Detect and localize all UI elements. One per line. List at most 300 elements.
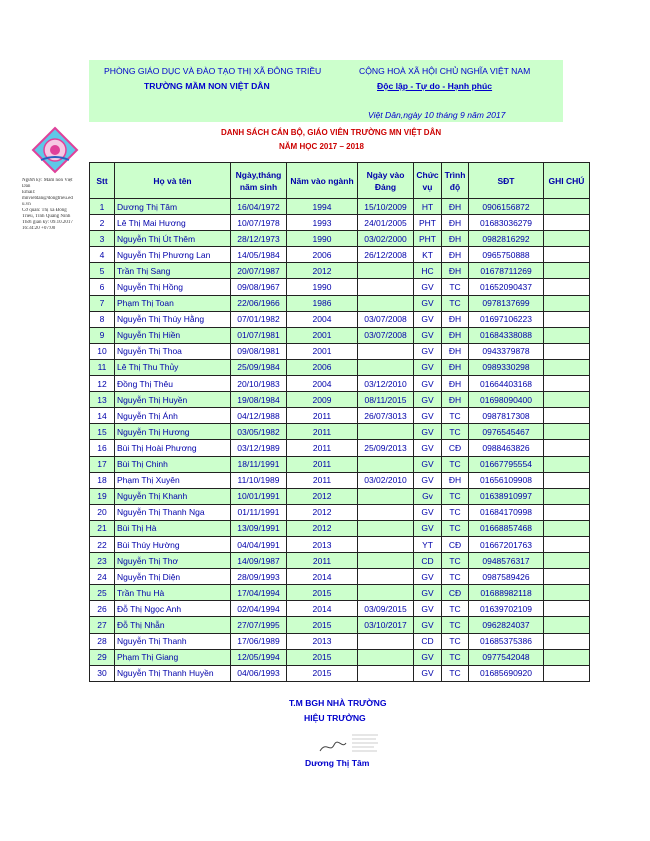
column-header-start-year: Năm vào ngành: [287, 163, 358, 199]
table-row: [90, 343, 590, 359]
table-cell: [544, 247, 590, 263]
table-cell: 17: [90, 456, 115, 472]
table-cell: 01668857468: [469, 520, 544, 536]
school-year: NĂM HỌC 2017 – 2018: [279, 142, 364, 151]
table-cell: 09/08/1981: [231, 343, 287, 359]
table-cell: [544, 633, 590, 649]
table-cell: 13/09/1991: [231, 520, 287, 536]
table-cell: [358, 424, 414, 440]
table-cell: 2011: [287, 472, 358, 488]
table-cell: 04/12/1988: [231, 408, 287, 424]
table-header-row: [90, 163, 590, 199]
table-cell: 01683036279: [469, 215, 544, 231]
table-cell: CĐ: [442, 536, 469, 552]
table-cell: ĐH: [442, 231, 469, 247]
table-cell: ĐH: [442, 343, 469, 359]
national-motto: Độc lập - Tự do - Hạnh phúc: [377, 81, 493, 91]
document-title: DANH SÁCH CÁN BỘ, GIÁO VIÊN TRƯỜNG MN VIỆT DÂN: [221, 128, 442, 137]
table-row: [90, 359, 590, 375]
table-cell: 23: [90, 553, 115, 569]
table-row: [90, 199, 590, 215]
table-cell: TC: [442, 601, 469, 617]
table-cell: 17/06/1989: [231, 633, 287, 649]
table-cell: 10/07/1978: [231, 215, 287, 231]
table-row: [90, 376, 590, 392]
column-header-position: Chức vụ: [414, 163, 442, 199]
table-cell: 01685690920: [469, 665, 544, 681]
table-cell: HC: [414, 263, 442, 279]
table-cell: 16: [90, 440, 115, 456]
table-cell: GV: [414, 392, 442, 408]
table-cell: 2015: [287, 649, 358, 665]
table-cell: 2009: [287, 392, 358, 408]
table-cell: 2011: [287, 408, 358, 424]
table-cell: 8: [90, 311, 115, 327]
table-cell: 6: [90, 279, 115, 295]
table-cell: 0965750888: [469, 247, 544, 263]
column-header-degree: Trình độ: [442, 163, 469, 199]
signature-role: HIỆU TRƯỞNG: [304, 713, 366, 723]
table-cell: 2015: [287, 665, 358, 681]
table-cell: 03/12/2010: [358, 376, 414, 392]
table-cell: TC: [442, 279, 469, 295]
table-row: [90, 617, 590, 633]
table-cell: TC: [442, 504, 469, 520]
table-cell: GV: [414, 649, 442, 665]
table-cell: [358, 279, 414, 295]
school-name: TRƯỜNG MẦM NON VIỆT DÂN: [144, 81, 270, 91]
table-row: [90, 472, 590, 488]
table-cell: 02/04/1994: [231, 601, 287, 617]
table-cell: 9: [90, 327, 115, 343]
table-cell: CĐ: [442, 585, 469, 601]
table-cell: 22: [90, 536, 115, 552]
table-cell: TC: [442, 424, 469, 440]
table-cell: [544, 504, 590, 520]
table-cell: [544, 392, 590, 408]
table-cell: [544, 424, 590, 440]
table-cell: 2015: [287, 617, 358, 633]
table-row: [90, 279, 590, 295]
table-cell: 2011: [287, 440, 358, 456]
table-cell: GV: [414, 601, 442, 617]
table-cell: GV: [414, 617, 442, 633]
table-cell: Nguyễn Thị Diện: [115, 569, 231, 585]
table-row: [90, 536, 590, 552]
table-cell: [358, 553, 414, 569]
table-cell: [544, 327, 590, 343]
table-cell: 04/04/1991: [231, 536, 287, 552]
table-cell: 25: [90, 585, 115, 601]
table-cell: 18: [90, 472, 115, 488]
table-cell: [358, 504, 414, 520]
table-cell: 07/01/1982: [231, 311, 287, 327]
table-cell: 1990: [287, 231, 358, 247]
table-cell: PHT: [414, 215, 442, 231]
table-cell: 2006: [287, 359, 358, 375]
table-cell: 19: [90, 488, 115, 504]
table-cell: 25/09/1984: [231, 359, 287, 375]
table-cell: GV: [414, 665, 442, 681]
school-logo-icon: [31, 126, 79, 174]
table-cell: GV: [414, 440, 442, 456]
table-cell: 09/08/1967: [231, 279, 287, 295]
table-cell: TC: [442, 617, 469, 633]
table-row: [90, 247, 590, 263]
table-cell: [358, 263, 414, 279]
table-cell: [544, 553, 590, 569]
table-cell: 01667795554: [469, 456, 544, 472]
table-cell: GV: [414, 327, 442, 343]
table-cell: 03/09/2015: [358, 601, 414, 617]
table-cell: 14/05/1984: [231, 247, 287, 263]
table-cell: 01688982118: [469, 585, 544, 601]
table-cell: 11: [90, 359, 115, 375]
table-cell: Nguyễn Thị Huyền: [115, 392, 231, 408]
table-cell: ĐH: [442, 327, 469, 343]
table-cell: TC: [442, 633, 469, 649]
table-cell: 2014: [287, 601, 358, 617]
table-cell: 0978137699: [469, 295, 544, 311]
table-cell: Nguyễn Thị Thanh Nga: [115, 504, 231, 520]
table-cell: GV: [414, 376, 442, 392]
table-cell: ĐH: [442, 311, 469, 327]
table-cell: GV: [414, 408, 442, 424]
table-cell: 2: [90, 215, 115, 231]
digital-signature-icon: [318, 731, 382, 757]
table-cell: CĐ: [442, 440, 469, 456]
table-cell: 03/02/2000: [358, 231, 414, 247]
table-cell: 01667201763: [469, 536, 544, 552]
table-cell: GV: [414, 279, 442, 295]
table-cell: 11/10/1989: [231, 472, 287, 488]
table-cell: 04/06/1993: [231, 665, 287, 681]
table-cell: [358, 665, 414, 681]
table-row: [90, 569, 590, 585]
table-cell: 01638910997: [469, 488, 544, 504]
table-cell: 30: [90, 665, 115, 681]
table-cell: [544, 569, 590, 585]
table-cell: [544, 665, 590, 681]
table-cell: Nguyễn Thị Thơ: [115, 553, 231, 569]
table-row: [90, 327, 590, 343]
principal-name: Dương Thị Tâm: [305, 758, 370, 768]
table-cell: 08/11/2015: [358, 392, 414, 408]
table-cell: 29: [90, 649, 115, 665]
table-cell: GV: [414, 456, 442, 472]
table-cell: 12: [90, 376, 115, 392]
table-cell: 20: [90, 504, 115, 520]
table-cell: TC: [442, 488, 469, 504]
table-cell: 25/09/2013: [358, 440, 414, 456]
table-cell: 0948576317: [469, 553, 544, 569]
table-cell: 7: [90, 295, 115, 311]
column-header-name: Họ và tên: [115, 163, 231, 199]
table-cell: [544, 279, 590, 295]
table-cell: [544, 295, 590, 311]
column-header-birthdate: Ngày,tháng năm sinh: [231, 163, 287, 199]
table-cell: [544, 215, 590, 231]
table-cell: ĐH: [442, 472, 469, 488]
table-cell: 1: [90, 199, 115, 215]
table-cell: Nguyễn Thị Thúy Hằng: [115, 311, 231, 327]
table-cell: 26/07/3013: [358, 408, 414, 424]
table-cell: [358, 536, 414, 552]
table-cell: ĐH: [442, 215, 469, 231]
table-cell: Nguyễn Thị Khanh: [115, 488, 231, 504]
table-row: [90, 520, 590, 536]
table-cell: Nguyễn Thị Hồng: [115, 279, 231, 295]
column-header-notes: GHI CHÚ: [544, 163, 590, 199]
table-cell: 28/12/1973: [231, 231, 287, 247]
table-cell: 0988463826: [469, 440, 544, 456]
table-cell: Đỗ Thị Ngọc Anh: [115, 601, 231, 617]
table-cell: 01639702109: [469, 601, 544, 617]
table-cell: GV: [414, 472, 442, 488]
table-cell: Trần Thu Hà: [115, 585, 231, 601]
table-cell: 2006: [287, 247, 358, 263]
table-cell: 2012: [287, 488, 358, 504]
table-cell: 2001: [287, 327, 358, 343]
table-cell: 0976545467: [469, 424, 544, 440]
table-cell: 24: [90, 569, 115, 585]
table-cell: 0977542048: [469, 649, 544, 665]
column-header-party-date: Ngày vào Đảng: [358, 163, 414, 199]
table-cell: 21: [90, 520, 115, 536]
table-cell: 27/07/1995: [231, 617, 287, 633]
table-cell: [544, 199, 590, 215]
table-cell: 01697106223: [469, 311, 544, 327]
table-cell: 15: [90, 424, 115, 440]
table-cell: 2011: [287, 456, 358, 472]
table-cell: 1994: [287, 199, 358, 215]
table-cell: GV: [414, 569, 442, 585]
table-cell: TC: [442, 649, 469, 665]
table-cell: [544, 456, 590, 472]
table-row: [90, 231, 590, 247]
table-cell: HT: [414, 199, 442, 215]
table-cell: 2015: [287, 585, 358, 601]
table-cell: Đồng Thị Thêu: [115, 376, 231, 392]
table-cell: [544, 263, 590, 279]
table-cell: GV: [414, 343, 442, 359]
table-cell: [544, 311, 590, 327]
table-row: [90, 504, 590, 520]
table-row: [90, 601, 590, 617]
table-cell: Phạm Thị Giang: [115, 649, 231, 665]
table-cell: GV: [414, 424, 442, 440]
date-line: Việt Dân,ngày 10 tháng 9 năm 2017: [368, 110, 506, 120]
table-cell: TC: [442, 665, 469, 681]
table-cell: GV: [414, 520, 442, 536]
table-cell: 03/07/2008: [358, 327, 414, 343]
department-name: PHÒNG GIÁO DỤC VÀ ĐÀO TẠO THỊ XÃ ĐÔNG TRIỀU: [104, 66, 322, 76]
table-cell: 14: [90, 408, 115, 424]
table-cell: [544, 488, 590, 504]
table-row: [90, 665, 590, 681]
table-cell: [544, 520, 590, 536]
table-cell: 03/12/1989: [231, 440, 287, 456]
table-cell: Nguyễn Thị Út Thêm: [115, 231, 231, 247]
column-header-phone: SĐT: [469, 163, 544, 199]
digital-signature-note: Người ký: Mầm non Việt Dân Email: mnvietdan@dongtrieu.ed u.vn Cơ quan: Thị xã Đông Triều, Tỉnh Quảng Ninh Thời gian ký: 09.10.2017 16:34:20 +07:00: [22, 178, 73, 231]
table-cell: 2011: [287, 424, 358, 440]
table-cell: GV: [414, 311, 442, 327]
table-cell: 2004: [287, 376, 358, 392]
table-cell: Lê Thị Thu Thủy: [115, 359, 231, 375]
table-cell: 01698090400: [469, 392, 544, 408]
table-cell: Bùi Thị Hà: [115, 520, 231, 536]
table-cell: 26: [90, 601, 115, 617]
table-cell: [358, 569, 414, 585]
table-cell: 20/10/1983: [231, 376, 287, 392]
table-cell: [544, 408, 590, 424]
table-cell: 22/06/1966: [231, 295, 287, 311]
table-cell: GV: [414, 295, 442, 311]
table-cell: TC: [442, 408, 469, 424]
table-cell: [544, 585, 590, 601]
table-cell: ĐH: [442, 247, 469, 263]
table-cell: Dương Thị Tâm: [115, 199, 231, 215]
table-cell: 20/07/1987: [231, 263, 287, 279]
table-row: [90, 424, 590, 440]
table-cell: 1990: [287, 279, 358, 295]
table-row: [90, 649, 590, 665]
table-cell: 03/05/1982: [231, 424, 287, 440]
table-cell: [544, 343, 590, 359]
table-cell: [544, 649, 590, 665]
table-cell: YT: [414, 536, 442, 552]
table-cell: [544, 359, 590, 375]
table-row: [90, 263, 590, 279]
table-row: [90, 311, 590, 327]
table-cell: 27: [90, 617, 115, 633]
table-cell: 15/10/2009: [358, 199, 414, 215]
table-cell: [544, 231, 590, 247]
table-cell: 3: [90, 231, 115, 247]
table-cell: 2012: [287, 520, 358, 536]
table-cell: 2012: [287, 263, 358, 279]
table-cell: Bùi Thị Hoài Phương: [115, 440, 231, 456]
table-cell: KT: [414, 247, 442, 263]
table-cell: 19/08/1984: [231, 392, 287, 408]
table-cell: [358, 649, 414, 665]
table-cell: Nguyễn Thị Thoa: [115, 343, 231, 359]
table-cell: GV: [414, 585, 442, 601]
table-cell: 0987817308: [469, 408, 544, 424]
table-cell: 0989330298: [469, 359, 544, 375]
table-cell: 01684170998: [469, 504, 544, 520]
table-cell: Bùi Thúy Hường: [115, 536, 231, 552]
table-cell: Trần Thị Sang: [115, 263, 231, 279]
table-cell: ĐH: [442, 392, 469, 408]
table-cell: 4: [90, 247, 115, 263]
table-cell: TC: [442, 295, 469, 311]
table-cell: Nguyễn Thị Hương: [115, 424, 231, 440]
table-cell: 03/07/2008: [358, 311, 414, 327]
table-cell: [544, 472, 590, 488]
table-cell: CD: [414, 553, 442, 569]
table-cell: Nguyễn Thị Phương Lan: [115, 247, 231, 263]
table-cell: 2012: [287, 504, 358, 520]
table-cell: 18/11/1991: [231, 456, 287, 472]
table-cell: 2014: [287, 569, 358, 585]
table-cell: [358, 295, 414, 311]
table-cell: TC: [442, 553, 469, 569]
column-header-stt: Stt: [90, 163, 115, 199]
table-cell: ĐH: [442, 376, 469, 392]
table-cell: 17/04/1994: [231, 585, 287, 601]
table-cell: 2001: [287, 343, 358, 359]
table-cell: 01/11/1991: [231, 504, 287, 520]
table-cell: 0943379878: [469, 343, 544, 359]
table-cell: [544, 440, 590, 456]
table-cell: [358, 520, 414, 536]
table-cell: 0906156872: [469, 199, 544, 215]
table-cell: Gv: [414, 488, 442, 504]
table-cell: ĐH: [442, 263, 469, 279]
table-cell: 16/04/1972: [231, 199, 287, 215]
signature-title: T.M BGH NHÀ TRƯỜNG: [289, 698, 387, 708]
table-row: [90, 585, 590, 601]
table-cell: Phạm Thị Xuyên: [115, 472, 231, 488]
table-cell: [544, 601, 590, 617]
table-cell: 01656109908: [469, 472, 544, 488]
table-cell: GV: [414, 504, 442, 520]
table-row: [90, 295, 590, 311]
table-cell: 28/09/1993: [231, 569, 287, 585]
table-cell: TC: [442, 569, 469, 585]
national-motto-title: CỘNG HOÀ XÃ HỘI CHỦ NGHĨA VIỆT NAM: [359, 66, 531, 76]
table-cell: [358, 633, 414, 649]
table-cell: CD: [414, 633, 442, 649]
table-cell: 26/12/2008: [358, 247, 414, 263]
table-row: [90, 633, 590, 649]
table-cell: GV: [414, 359, 442, 375]
table-cell: ĐH: [442, 359, 469, 375]
table-cell: 03/02/2010: [358, 472, 414, 488]
table-cell: [544, 617, 590, 633]
table-cell: 10: [90, 343, 115, 359]
table-cell: 0962824037: [469, 617, 544, 633]
table-cell: 0987589426: [469, 569, 544, 585]
table-row: [90, 440, 590, 456]
staff-table: [89, 162, 590, 682]
table-cell: 1986: [287, 295, 358, 311]
table-cell: Nguyễn Thị Thanh: [115, 633, 231, 649]
table-row: [90, 488, 590, 504]
table-cell: Bùi Thị Chinh: [115, 456, 231, 472]
table-cell: Lê Thị Mai Hương: [115, 215, 231, 231]
table-cell: Nguyễn Thị Ánh: [115, 408, 231, 424]
table-cell: 01685375386: [469, 633, 544, 649]
table-cell: [358, 488, 414, 504]
table-cell: 2013: [287, 536, 358, 552]
table-cell: [544, 376, 590, 392]
table-cell: [358, 456, 414, 472]
table-cell: 2004: [287, 311, 358, 327]
table-cell: 10/01/1991: [231, 488, 287, 504]
table-cell: PHT: [414, 231, 442, 247]
table-cell: 0982816292: [469, 231, 544, 247]
table-cell: 01684338088: [469, 327, 544, 343]
table-row: [90, 456, 590, 472]
table-cell: 5: [90, 263, 115, 279]
table-cell: 03/10/2017: [358, 617, 414, 633]
table-cell: 2013: [287, 633, 358, 649]
table-row: [90, 392, 590, 408]
table-cell: [358, 343, 414, 359]
